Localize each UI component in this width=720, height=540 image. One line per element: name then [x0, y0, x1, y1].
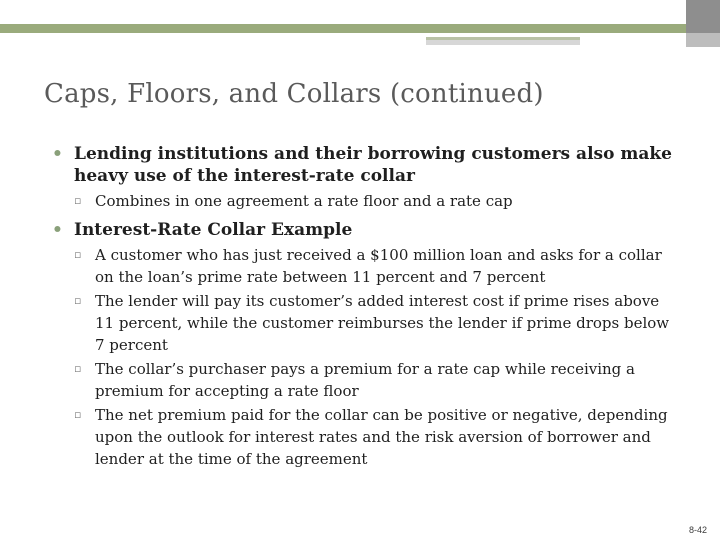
- bullet-level1: [52, 219, 682, 241]
- slide-title: Caps, Floors, and Collars (continued): [44, 79, 544, 109]
- bullet-text: Lending institutions and their borrowing customers also make heavy use of the interest-rate collar: [74, 144, 672, 186]
- bullet-square-icon: ▫: [74, 294, 82, 307]
- top-accent-bar: [0, 24, 686, 33]
- bullet-level2: [74, 190, 682, 212]
- corner-block-light: [686, 33, 720, 47]
- sub-bullet-list: [74, 190, 682, 212]
- bullet-text: Interest-Rate Collar Example: [74, 220, 353, 240]
- sub-bullet-text: The net premium paid for the collar can be positive or negative, depending upon the outlook for interest rates and the risk aversion of borrower and lender at the time of the agreement: [95, 406, 668, 468]
- bullet-square-icon: ▫: [74, 194, 82, 207]
- top-accent-shadow: [426, 40, 580, 45]
- bullet-square-icon: ▫: [74, 362, 82, 375]
- bullet-dot-icon: •: [52, 144, 63, 164]
- sub-bullet-text: A customer who has just received a $100 million loan and asks for a collar on the loan’s prime rate between 11 percent and 7 percent: [95, 246, 662, 286]
- bullet-level1: [52, 143, 682, 187]
- bullet-square-icon: ▫: [74, 248, 82, 261]
- slide-number: 8-42: [688, 525, 707, 535]
- corner-block: [686, 0, 720, 33]
- bullet-level2: [74, 404, 682, 470]
- sub-bullet-text: Combines in one agreement a rate floor and a rate cap: [95, 192, 513, 210]
- bullet-level2: [74, 290, 682, 356]
- sub-bullet-text: The lender will pay its customer’s added interest cost if prime rises above 11 percent, while the customer reimburses the lender if prime drops below 7 percent: [95, 292, 670, 354]
- slide-content: [52, 143, 682, 472]
- bullet-level2: [74, 244, 682, 288]
- sub-bullet-text: The collar’s purchaser pays a premium for a rate cap while receiving a premium for accepting a rate floor: [95, 360, 635, 400]
- bullet-level2: [74, 358, 682, 402]
- bullet-square-icon: ▫: [74, 408, 82, 421]
- bullet-dot-icon: •: [52, 220, 63, 240]
- top-decoration: [0, 0, 720, 30]
- sub-bullet-list: [74, 244, 682, 470]
